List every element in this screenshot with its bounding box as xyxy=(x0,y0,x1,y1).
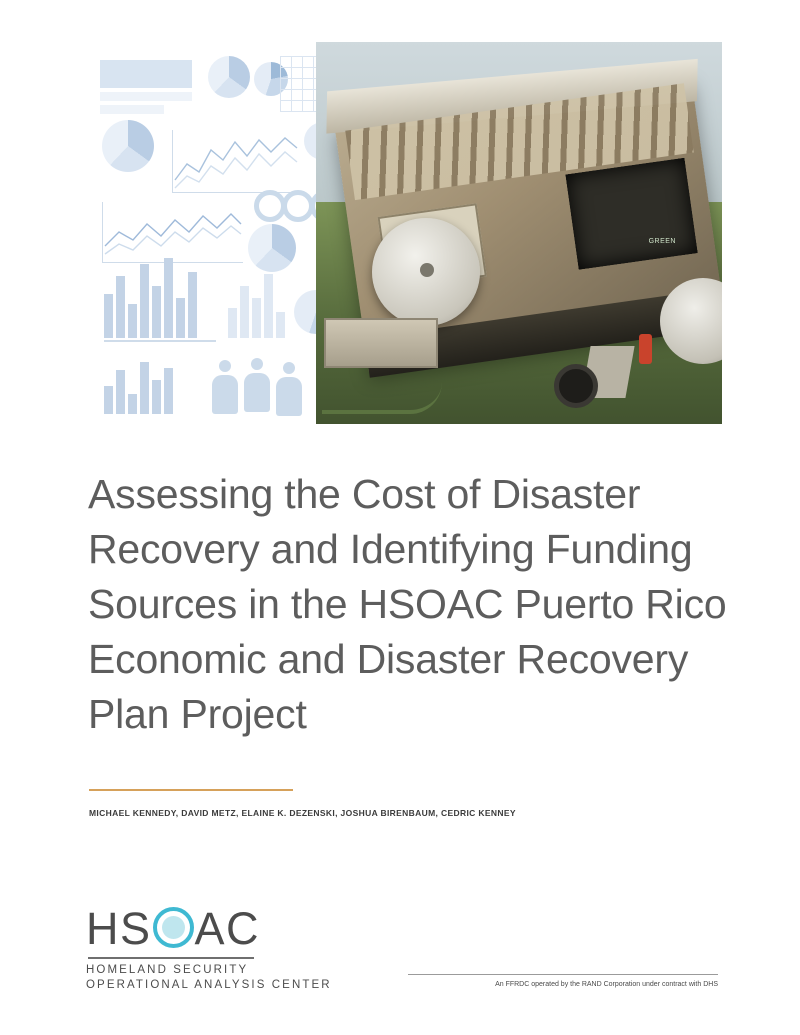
chart-block xyxy=(100,105,164,114)
bar-chart xyxy=(104,252,197,338)
person-icon xyxy=(276,362,302,416)
person-icon xyxy=(244,358,270,412)
person-icon xyxy=(212,360,238,414)
ffrdc-note: An FFRDC operated by the RAND Corporation under contract with DHS xyxy=(495,981,718,988)
logo-subtitle-line2: OPERATIONAL ANALYSIS CENTER xyxy=(86,979,332,991)
garden-hose xyxy=(322,382,442,414)
logo-subtitle-line1: HOMELAND SECURITY xyxy=(86,964,249,976)
pie-chart xyxy=(248,224,296,272)
planter-box xyxy=(324,318,438,368)
footer-divider xyxy=(408,974,718,975)
cover-artwork xyxy=(88,42,722,424)
bar-chart xyxy=(228,268,285,338)
chart-block xyxy=(100,60,192,88)
pie-chart xyxy=(208,56,250,98)
axis-line xyxy=(104,340,216,342)
trailer-interior xyxy=(565,158,697,270)
red-container xyxy=(639,334,652,364)
logo-divider xyxy=(88,957,254,959)
logo-text-after: AC xyxy=(194,903,261,954)
page-title: Assessing the Cost of Disaster Recovery and Identifying Funding Sources in the HSOAC Puerto Rico Economic and Disaster Recovery Plan Project xyxy=(88,471,727,738)
hsoac-logo xyxy=(86,905,336,993)
logo-ring-icon xyxy=(153,907,194,948)
trailer-wheel xyxy=(554,364,598,408)
logo-wordmark xyxy=(86,905,336,953)
photo-signage: GREEN xyxy=(648,238,676,245)
pie-chart xyxy=(102,120,154,172)
bar-chart xyxy=(104,358,173,414)
author-list: MICHAEL KENNEDY, DAVID METZ, ELAINE K. DEZENSKI, JOSHUA BIRENBAUM, CEDRIC KENNEY xyxy=(89,808,516,818)
satellite-dish-icon xyxy=(372,218,480,326)
accent-divider xyxy=(89,789,293,791)
cover-photo xyxy=(316,42,722,424)
line-chart xyxy=(172,130,299,193)
line-chart-svg xyxy=(173,130,299,192)
logo-text-before: HS xyxy=(86,903,152,954)
chart-block xyxy=(100,92,192,101)
